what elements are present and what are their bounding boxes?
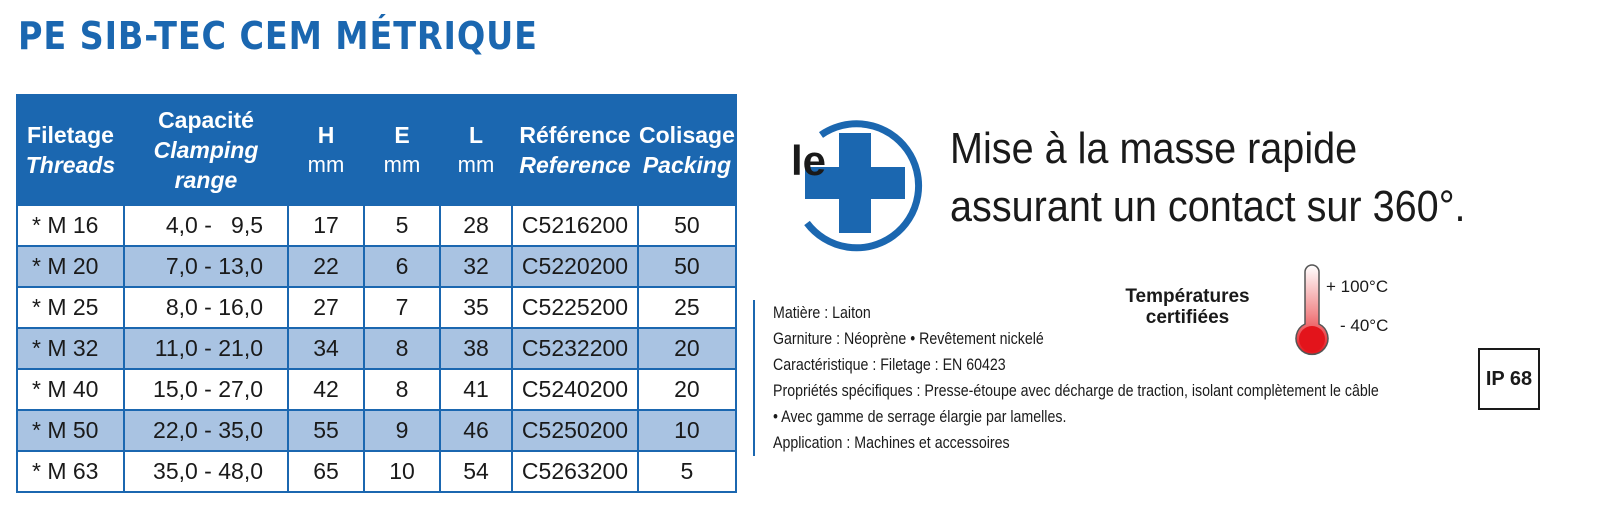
cell-e: 6	[364, 246, 440, 287]
col-h-label: H	[317, 122, 335, 148]
cell-capacity: 8,0 - 16,0	[124, 287, 288, 328]
cell-packing: 5	[638, 451, 736, 492]
cell-l: 35	[440, 287, 512, 328]
cell-e: 9	[364, 410, 440, 451]
spec-line: Caractéristique : Filetage : EN 60423	[773, 356, 1006, 374]
cell-l: 38	[440, 328, 512, 369]
cell-packing: 25	[638, 287, 736, 328]
col-l-unit: mm	[457, 152, 495, 177]
cell-capacity: 15,0 - 27,0	[124, 369, 288, 410]
col-reference	[512, 95, 638, 205]
cell-h: 42	[288, 369, 364, 410]
cell-h: 22	[288, 246, 364, 287]
cell-e: 5	[364, 205, 440, 246]
table-row	[17, 246, 736, 287]
spec-line: Application : Machines et accessoires	[773, 434, 1010, 452]
cell-h: 27	[288, 287, 364, 328]
cell-l: 41	[440, 369, 512, 410]
cell-packing: 50	[638, 246, 736, 287]
col-capacity-fr: Capacité	[158, 107, 254, 133]
cell-capacity: 11,0 - 21,0	[124, 328, 288, 369]
col-threads-fr: Filetage	[27, 122, 114, 148]
cell-reference: C5225200	[512, 287, 638, 328]
cell-reference: C5232200	[512, 328, 638, 369]
cell-thread: * M 32	[17, 328, 124, 369]
cell-reference: C5216200	[512, 205, 638, 246]
cell-thread: * M 20	[17, 246, 124, 287]
col-e	[364, 95, 440, 205]
cell-reference: C5250200	[512, 410, 638, 451]
cell-l: 46	[440, 410, 512, 451]
spec-line: Matière : Laiton	[773, 304, 871, 322]
col-e-label: E	[394, 122, 410, 148]
col-l	[440, 95, 512, 205]
cell-packing: 20	[638, 369, 736, 410]
spec-line: • Avec gamme de serrage élargie par lamelles.	[773, 408, 1067, 426]
cell-thread: * M 16	[17, 205, 124, 246]
temperatures-label	[1110, 286, 1265, 328]
temperature-min: - 40°C	[1340, 316, 1389, 335]
cell-capacity: 7,0 - 13,0	[124, 246, 288, 287]
ip-rating-badge: IP 68	[1478, 348, 1540, 410]
col-reference-fr: Référence	[519, 122, 631, 148]
tagline-line-2: assurant un contact sur 360°.	[950, 182, 1466, 231]
cell-e: 8	[364, 369, 440, 410]
cell-capacity: 35,0 - 48,0	[124, 451, 288, 492]
temperature-max: + 100°C	[1326, 277, 1389, 296]
cell-thread: * M 50	[17, 410, 124, 451]
temperatures-label-line-1: Températures	[1125, 286, 1250, 307]
cell-e: 10	[364, 451, 440, 492]
table-row	[17, 328, 736, 369]
col-threads	[17, 95, 124, 205]
table-row	[17, 410, 736, 451]
tagline-line-1: Mise à la masse rapide	[950, 124, 1358, 173]
cell-packing: 50	[638, 205, 736, 246]
cell-l: 28	[440, 205, 512, 246]
cell-thread: * M 40	[17, 369, 124, 410]
cell-e: 8	[364, 328, 440, 369]
spec-line: Propriétés spécifiques : Presse-étoupe avec décharge de traction, isolant complètement le câble	[773, 382, 1379, 400]
cell-h: 34	[288, 328, 364, 369]
cell-packing: 20	[638, 328, 736, 369]
col-threads-en: Threads	[25, 152, 116, 178]
col-packing	[638, 95, 736, 205]
col-capacity	[124, 95, 288, 205]
cell-capacity: 22,0 - 35,0	[124, 410, 288, 451]
cell-l: 54	[440, 451, 512, 492]
col-packing-fr: Colisage	[639, 122, 735, 148]
le-plus-badge	[783, 111, 925, 253]
col-packing-en: Packing	[642, 152, 732, 178]
col-h	[288, 95, 364, 205]
cell-h: 55	[288, 410, 364, 451]
product-table	[16, 94, 737, 493]
spec-line: Garniture : Néoprène • Revêtement nickelé	[773, 330, 1044, 348]
table-row	[17, 287, 736, 328]
col-l-label: L	[468, 122, 484, 148]
page-title: PE SIB-TEC CEM MÉTRIQUE	[18, 14, 538, 58]
badge-prefix: le	[791, 137, 827, 184]
col-h-unit: mm	[307, 152, 345, 177]
cell-packing: 10	[638, 410, 736, 451]
cell-capacity: 4,0 - 9,5	[124, 205, 288, 246]
cell-thread: * M 25	[17, 287, 124, 328]
table-row	[17, 369, 736, 410]
col-reference-en: Reference	[519, 152, 631, 178]
col-e-unit: mm	[383, 152, 421, 177]
cell-thread: * M 63	[17, 451, 124, 492]
cell-reference: C5220200	[512, 246, 638, 287]
tagline	[950, 120, 1466, 236]
cell-h: 65	[288, 451, 364, 492]
table-header-row	[17, 95, 736, 205]
cell-e: 7	[364, 287, 440, 328]
cell-reference: C5240200	[512, 369, 638, 410]
cell-h: 17	[288, 205, 364, 246]
table-row	[17, 451, 736, 492]
cell-reference: C5263200	[512, 451, 638, 492]
table-row	[17, 205, 736, 246]
col-capacity-en: Clamping range	[153, 137, 259, 193]
cell-l: 32	[440, 246, 512, 287]
temperatures-label-line-2: certifiées	[1145, 307, 1230, 328]
